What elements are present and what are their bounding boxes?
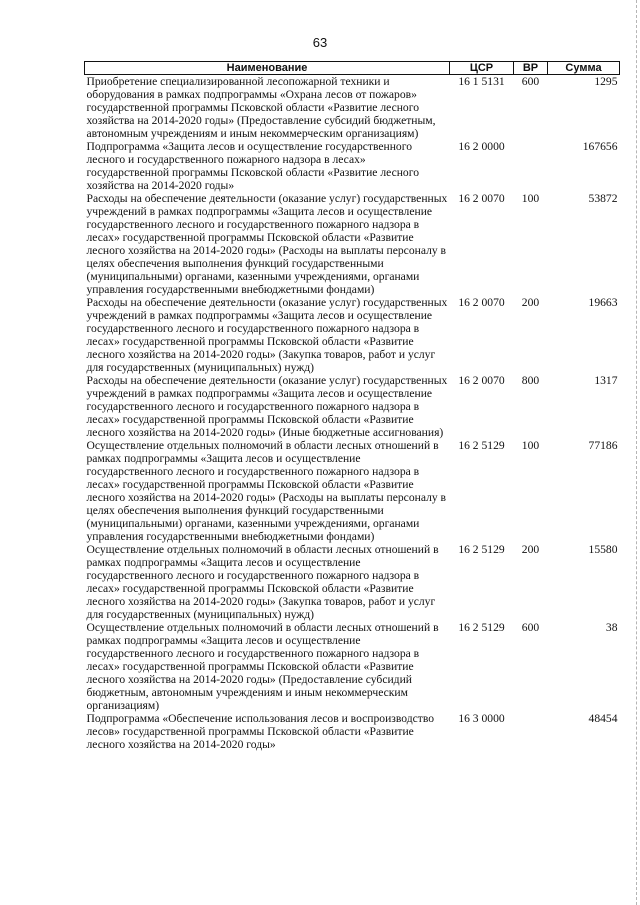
row-name: Подпрограмма «Защита лесов и осуществление государственного лесного и государственного пожарного надзора в лесах» государственной программы Псковской области «Развитие лесного хозяйства на 2014-2020 годы» [86, 140, 419, 192]
table-row [85, 374, 620, 439]
row-csr: 16 2 0070 [458, 192, 505, 205]
header-sum: Сумма [548, 62, 620, 75]
row-csr: 16 2 0070 [458, 296, 505, 309]
table-row [85, 543, 620, 621]
scan-edge-line [635, 0, 637, 905]
row-vr: 600 [521, 621, 540, 634]
row-csr: 16 2 0000 [458, 140, 505, 153]
row-sum: 15580 [588, 543, 618, 556]
row-vr: 200 [521, 296, 540, 309]
table-row [85, 192, 620, 296]
row-csr: 16 2 5129 [458, 621, 505, 634]
row-csr: 16 2 5129 [458, 543, 505, 556]
row-sum: 167656 [582, 140, 618, 153]
table-header-row [85, 62, 620, 75]
row-csr: 16 3 0000 [458, 712, 505, 725]
row-sum: 38 [605, 621, 618, 634]
row-name: Подпрограмма «Обеспечение использования лесов и воспроизводство лесов» государственной программы Псковской области «Развитие лесного хозяйства на 2014-2020 годы» [86, 712, 435, 751]
row-vr: 200 [521, 543, 540, 556]
row-sum: 53872 [588, 192, 618, 205]
row-name: Приобретение специализированной лесопожарной техники и оборудования в рамках подпрограммы «Охрана лесов от пожаров» государственной программы Псковской области «Развитие лесного хозяйства на 2014-2020 годы» (Предоставление субсидий бюджетным, автономным учреждениям и иным некоммерческим организациям) [86, 75, 436, 140]
row-csr: 16 2 0070 [458, 374, 505, 387]
header-vr: ВР [514, 62, 548, 75]
row-vr: 800 [521, 374, 540, 387]
table-row [85, 75, 620, 141]
row-sum: 77186 [588, 439, 618, 452]
table-row [85, 296, 620, 374]
row-name: Осуществление отдельных полномочий в области лесных отношений в рамках подпрограммы «Защита лесов и осуществление государственного лесного и государственного пожарного надзора в лесах» государственной программы Псковской области «Развитие лесного хозяйства на 2014-2020 годы» (Расходы на выплаты персоналу в целях обеспечения выполнения функций государственными (муниципальными) органами, казенными учреждениями, органами управления государственными внебюджетными фондами) [86, 439, 447, 543]
row-sum: 1317 [594, 374, 618, 387]
row-name: Расходы на обеспечение деятельности (оказание услуг) государственных учреждений в рамках подпрограммы «Защита лесов и осуществление государственного лесного и государственного пожарного надзора в лесах» государственной программы Псковской области «Развитие лесного хозяйства на 2014-2020 годы» (Закупка товаров, работ и услуг для государственных (муниципальных) нужд) [86, 296, 448, 374]
table-row [85, 621, 620, 712]
table-row [85, 140, 620, 192]
table-row [85, 712, 620, 751]
row-name: Осуществление отдельных полномочий в области лесных отношений в рамках подпрограммы «Защита лесов и осуществление государственного лесного и государственного пожарного надзора в лесах» государственной программы Псковской области «Развитие лесного хозяйства на 2014-2020 годы» (Предоставление субсидий бюджетным, автономным учреждениям и иным некоммерческим организациям) [86, 621, 439, 712]
row-sum: 48454 [588, 712, 618, 725]
row-name: Расходы на обеспечение деятельности (оказание услуг) государственных учреждений в рамках подпрограммы «Защита лесов и осуществление государственного лесного и государственного пожарного надзора в лесах» государственной программы Псковской области «Развитие лесного хозяйства на 2014-2020 годы» (Расходы на выплаты персоналу в целях обеспечения выполнения функций государственными (муниципальными) органами, казенными учреждениями, органами управления государственными внебюджетными фондами) [86, 192, 448, 296]
row-vr: 100 [521, 439, 540, 452]
row-vr [514, 712, 548, 751]
row-name: Расходы на обеспечение деятельности (оказание услуг) государственных учреждений в рамках подпрограммы «Защита лесов и осуществление государственного лесного и государственного пожарного надзора в лесах» государственной программы Псковской области «Развитие лесного хозяйства на 2014-2020 годы» (Иные бюджетные ассигнования) [86, 374, 448, 439]
table-row [85, 439, 620, 543]
row-vr: 600 [521, 75, 540, 88]
header-csr: ЦСР [450, 62, 514, 75]
row-vr: 100 [521, 192, 540, 205]
budget-table [84, 61, 620, 751]
row-name: Осуществление отдельных полномочий в области лесных отношений в рамках подпрограммы «Защита лесов и осуществление государственного лесного и государственного пожарного надзора в лесах» государственной программы Псковской области «Развитие лесного хозяйства на 2014-2020 годы» (Закупка товаров, работ и услуг для государственных (муниципальных) нужд) [86, 543, 439, 621]
row-sum: 19663 [588, 296, 618, 309]
row-sum: 1295 [594, 75, 618, 88]
page-number: 63 [312, 35, 328, 50]
row-csr: 16 1 5131 [458, 75, 505, 88]
header-name: Наименование [85, 62, 450, 75]
row-vr [514, 140, 548, 192]
row-csr: 16 2 5129 [458, 439, 505, 452]
